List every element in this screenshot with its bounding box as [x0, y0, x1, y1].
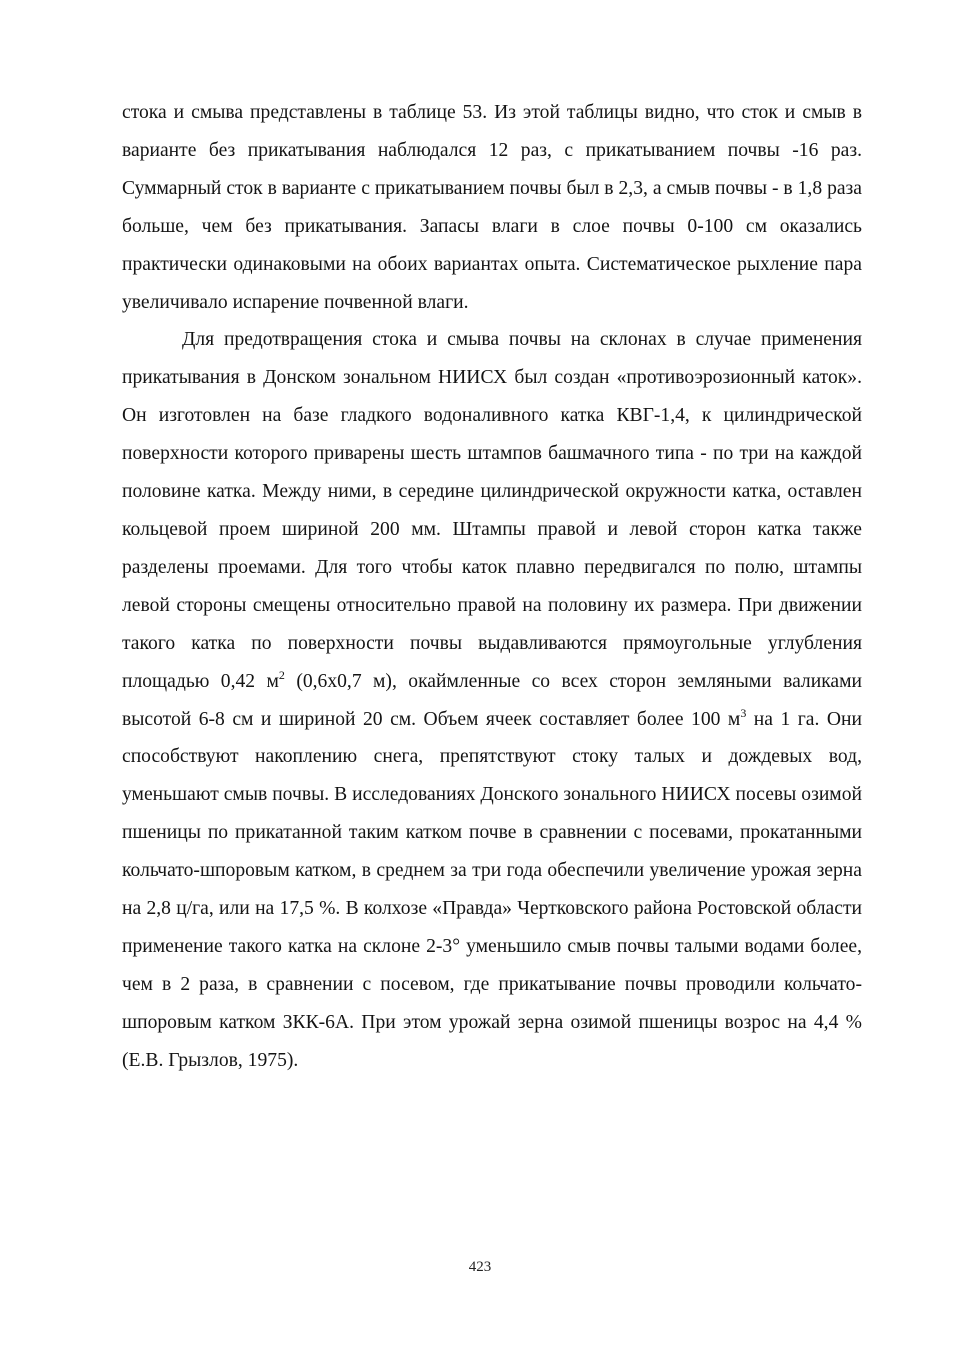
paragraph-continued: стока и смыва представлены в таблице 53. Из этой таблицы видно, что сток и смыв в варианте без прикатывания наблюдался 12 раз, с прикатыванием почвы -16 раз. Суммарный сток в варианте с прикатыванием почвы был в 2,3, а смыв почвы - в 1,8 раза больше, чем без прикатывания. Запасы влаги в слое почвы 0-100 см оказались практически одинаковыми на обоих вариантах опыта. Систематическое рыхление пара увеличивало испарение почвенной влаги. [122, 102, 862, 313]
page-number: 423 [468, 1259, 492, 1275]
paragraph-text-part-2: (0,6х0,7 м), окаймленные со всех сторон земляными валиками высотой 6-8 см и шириной 20 см. Объем ячеек составляет более 100 м [122, 670, 862, 730]
superscript-cubic: 3 [740, 705, 747, 720]
paragraph-text-part-1: Для предотвращения стока и смыва почвы на склонах в случае применения прикатывания в Донском зональном НИИСХ был создан «противоэрозионный каток». Он изготовлен на базе гладкого водоналивного катка КВГ-1,4, к цилиндрической поверхности которого приварены шесть штампов башмачного типа - по три на каждой половине катка. Между ними, в середине цилиндрической окружности катка, оставлен кольцевой проем шириной 200 мм. Штампы правой и левой сторон катка также разделены проемами. Для того чтобы каток плавно передвигался по полю, штампы левой стороны смещены относительно правой на половину их размера. При движении такого катка по поверхности почвы выдавливаются прямоугольные углубления площадью 0,42 м [122, 329, 862, 692]
paragraph-anti-erosion-roller [122, 321, 862, 1079]
body-text [122, 94, 862, 1080]
superscript-square: 2 [278, 667, 285, 682]
paragraph-text-part-3: на 1 га. Они способствуют накоплению снега, препятствуют стоку талых и дождевых вод, уменьшают смыв почвы. В исследованиях Донского зонального НИИСХ посевы озимой пшеницы по прикатанной таким катком почве в сравнении с посевами, прокатанными кольчато-шпоровым катком, в среднем за три года обеспечили увеличение урожая зерна на 2,8 ц/га, или на 17,5 %. В колхозе «Правда» Чертковского района Ростовской области применение такого катка на склоне 2-3° уменьшило смыв почвы талыми водами более, чем в 2 раза, в сравнении с посевом, где прикатывание почвы проводили кольчато-шпоровым катком ЗКК-6А. При этом урожай зерна озимой пшеницы возрос на 4,4 % (Е.В. Грызлов, 1975). [122, 708, 862, 1071]
